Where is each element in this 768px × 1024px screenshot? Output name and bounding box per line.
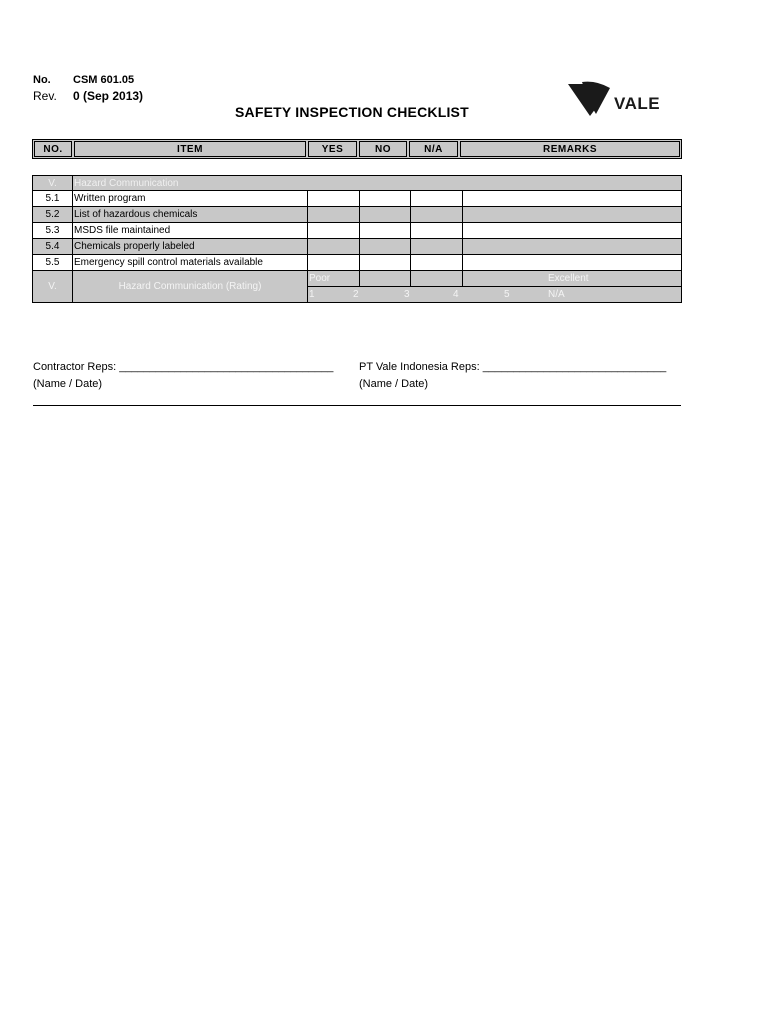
item-number: 5.1 (33, 191, 73, 206)
rating-title: Hazard Communication (Rating) (73, 271, 308, 302)
column-header-na: N/A (409, 141, 458, 157)
remarks-cell[interactable] (463, 223, 681, 238)
table-row (32, 207, 682, 223)
divider (33, 405, 681, 406)
yes-cell[interactable] (308, 207, 360, 222)
section-header-row (32, 175, 682, 191)
contractor-name-date-label: (Name / Date) (33, 378, 103, 390)
rating-option-2[interactable]: 2 (353, 289, 359, 300)
no-cell[interactable] (360, 191, 411, 206)
yes-cell[interactable] (308, 191, 360, 206)
rating-option-3[interactable]: 3 (404, 289, 410, 300)
contractor-signoff (33, 359, 333, 393)
item-number: 5.3 (33, 223, 73, 238)
page-title: SAFETY INSPECTION CHECKLIST (235, 104, 469, 120)
rating-option-4[interactable]: 4 (453, 289, 459, 300)
revision-label: Rev. (33, 89, 57, 103)
vale-name-date-label: (Name / Date) (359, 378, 429, 390)
remarks-cell[interactable] (463, 239, 681, 254)
column-header-yes: YES (308, 141, 357, 157)
contractor-reps-line[interactable]: Contractor Reps: ___________________________________ (33, 361, 334, 373)
revision-value: 0 (Sep 2013) (73, 89, 144, 103)
yes-cell[interactable] (308, 255, 360, 270)
remarks-cell[interactable] (463, 207, 681, 222)
item-number: 5.5 (33, 255, 73, 270)
vale-logo-text: VALE (614, 94, 661, 113)
item-text: MSDS file maintained (73, 223, 308, 238)
na-cell[interactable] (411, 223, 463, 238)
item-text: Emergency spill control materials available (73, 255, 308, 270)
section-title: Hazard Communication (74, 177, 179, 189)
item-text: Written program (73, 191, 308, 206)
column-header-no: NO. (34, 141, 72, 157)
rating-option-5[interactable]: 5 (504, 289, 510, 300)
item-number: 5.2 (33, 207, 73, 222)
yes-cell[interactable] (308, 223, 360, 238)
yes-cell[interactable] (308, 239, 360, 254)
vale-signoff (359, 359, 666, 393)
na-cell[interactable] (411, 239, 463, 254)
vale-reps-line[interactable]: PT Vale Indonesia Reps: ______________________________ (359, 361, 667, 373)
rating-section-number: V. (33, 271, 73, 302)
na-cell[interactable] (411, 207, 463, 222)
rating-excellent-label: Excellent (548, 273, 589, 284)
doc-number-label: No. (33, 74, 51, 86)
table-row (32, 239, 682, 255)
no-cell[interactable] (360, 207, 411, 222)
checklist-table (32, 175, 682, 303)
rating-option-1[interactable]: 1 (309, 289, 315, 300)
table-row (32, 255, 682, 271)
rating-option-na[interactable]: N/A (548, 289, 565, 300)
checklist-header (32, 139, 682, 159)
na-cell[interactable] (411, 191, 463, 206)
rating-row (32, 271, 682, 303)
table-row (32, 223, 682, 239)
column-header-remarks: REMARKS (460, 141, 680, 157)
remarks-cell[interactable] (463, 255, 681, 270)
item-text: List of hazardous chemicals (73, 207, 308, 222)
na-cell[interactable] (411, 255, 463, 270)
document-meta (33, 72, 143, 104)
item-number: 5.4 (33, 239, 73, 254)
doc-number-value: CSM 601.05 (73, 74, 135, 86)
rating-scale (308, 271, 681, 302)
section-number: V. (33, 176, 73, 190)
remarks-cell[interactable] (463, 191, 681, 206)
no-cell[interactable] (360, 239, 411, 254)
no-cell[interactable] (360, 255, 411, 270)
item-text: Chemicals properly labeled (73, 239, 308, 254)
column-header-no-answer: NO (359, 141, 407, 157)
column-header-item: ITEM (74, 141, 306, 157)
table-row (32, 191, 682, 207)
no-cell[interactable] (360, 223, 411, 238)
rating-poor-label: Poor (309, 273, 331, 284)
